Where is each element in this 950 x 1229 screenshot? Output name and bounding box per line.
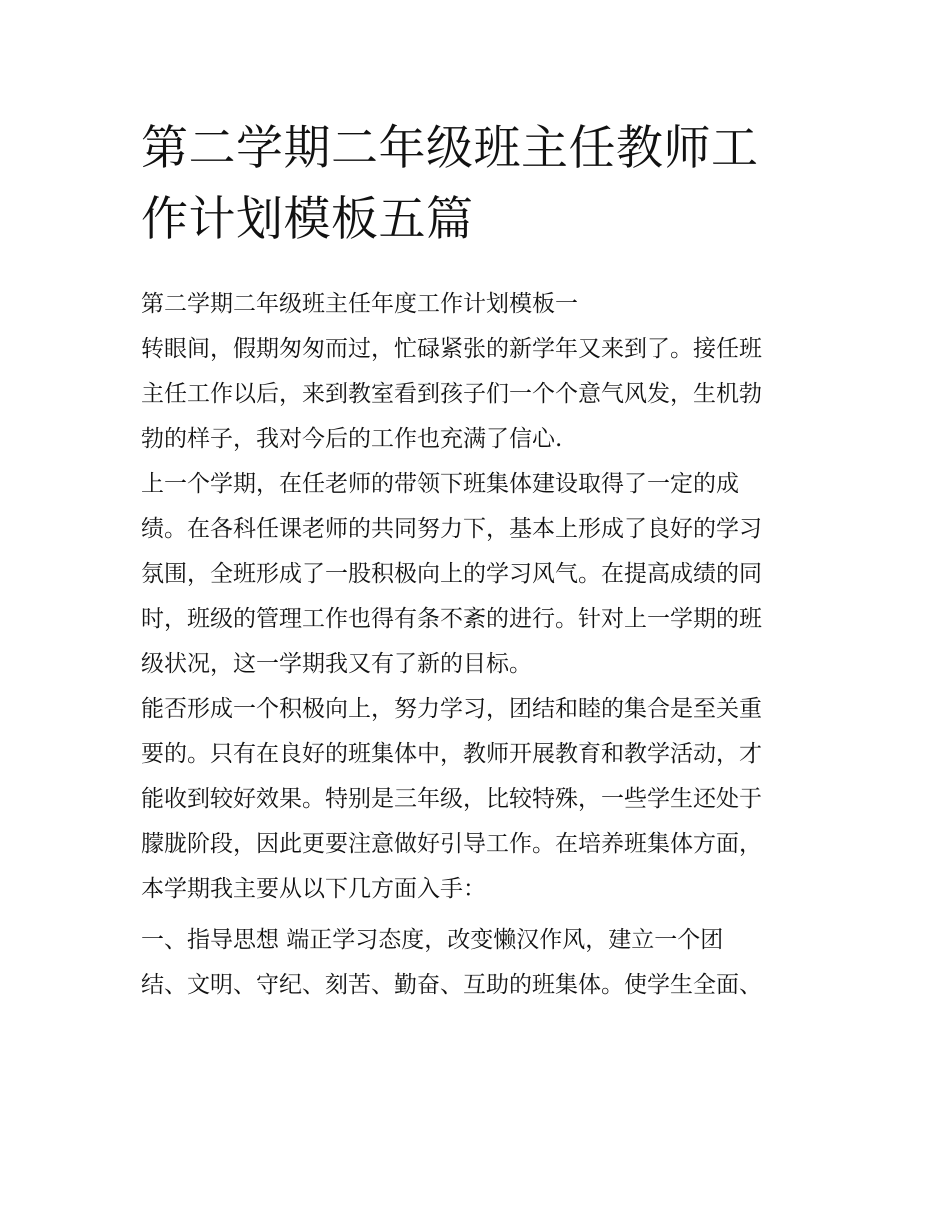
paragraph <box>141 687 821 912</box>
document-body <box>141 282 821 1008</box>
title-line: 第二学期二年级班主任教师工 <box>141 121 759 176</box>
paragraph <box>141 918 821 1008</box>
paragraph-line: 结、文明、守纪、刻苦、勤奋、互助的班集体。使学生全面、 <box>141 972 762 998</box>
paragraph-line: 级状况，这一学期我又有了新的目标。 <box>141 651 532 677</box>
title-line: 作计划模板五篇 <box>141 192 474 247</box>
paragraph-line: 时，班级的管理工作也得有条不紊的进行。针对上一学期的班 <box>141 606 762 632</box>
paragraph <box>141 327 821 462</box>
paragraph-line: 勃的样子，我对今后的工作也充满了信心. <box>141 426 563 452</box>
paragraph-line: 要的。只有在良好的班集体中，教师开展教育和教学活动，才 <box>141 741 762 767</box>
subtitle: 第二学期二年级班主任年度工作计划模板一 <box>141 291 578 317</box>
paragraph-line: 氛围，全班形成了一股积极向上的学习风气。在提高成绩的同 <box>141 561 762 587</box>
paragraph-line: 能否形成一个积极向上，努力学习，团结和睦的集合是至关重 <box>141 696 762 722</box>
paragraph-line: 绩。在各科任课老师的共同努力下，基本上形成了良好的学习 <box>141 516 762 542</box>
paragraph <box>141 462 821 687</box>
paragraph-line: 朦胧阶段，因此更要注意做好引导工作。在培养班集体方面， <box>141 831 762 857</box>
paragraph-line: 转眼间，假期匆匆而过，忙碌紧张的新学年又来到了。接任班 <box>141 336 762 362</box>
paragraph-line: 主任工作以后，来到教室看到孩子们一个个意气风发，生机勃 <box>141 381 762 407</box>
paragraph-line: 上一个学期，在任老师的带领下班集体建设取得了一定的成 <box>141 471 739 497</box>
paragraph-line: 本学期我主要从以下几方面入手： <box>141 876 486 902</box>
document-title <box>141 113 813 255</box>
paragraph-line: 一、指导思想 端正学习态度，改变懒汉作风，建立一个团 <box>141 927 724 953</box>
paragraph-line: 能收到较好效果。特别是三年级，比较特殊，一些学生还处于 <box>141 786 762 812</box>
